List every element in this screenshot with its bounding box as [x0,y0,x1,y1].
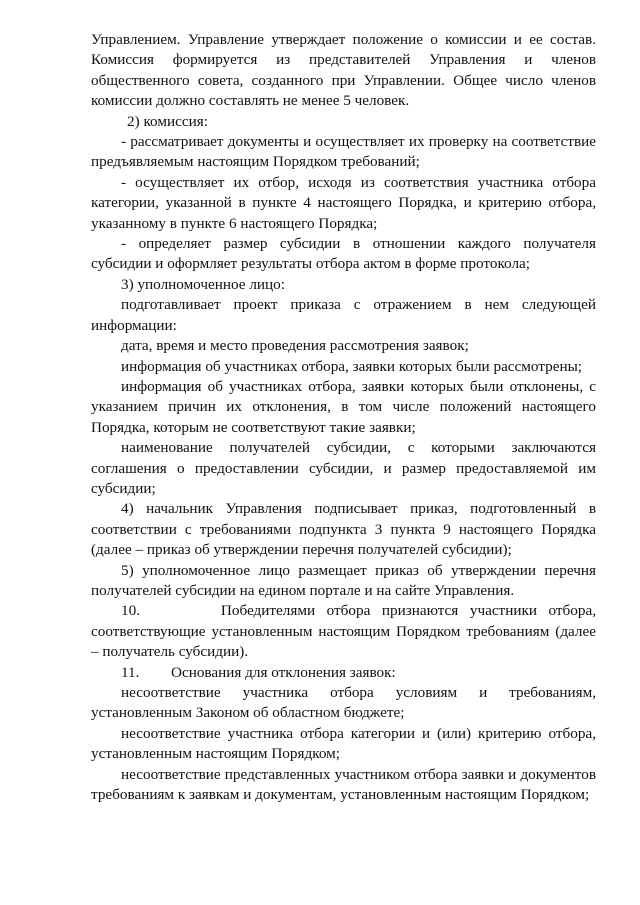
paragraph-date-time-place: дата, время и место проведения рассмотрения заявок; [121,337,469,355]
paragraph-commission-determines: - определяет размер субсидии в отношении каждого получателя субсидии и оформляет результаты отбора актом в форме протокола; [91,235,596,273]
paragraph-authorized-person-heading: 3) уполномоченное лицо: [121,275,285,293]
paragraph-order-publication: 5) уполномоченное лицо размещает приказ об утверждении перечня получателей субсидии на едином портале и на сайте Управления. [91,561,596,599]
paragraph-commission-composition: Управлением. Управление утверждает положение о комиссии и ее состав. Комиссия формируется из представителей Управления и членов общественного совета, созданного при Управлении. Общее число членов комиссии должно составлять не менее 5 человек. [91,31,596,110]
paragraph-recipient-names: наименование получателей субсидии, с которыми заключаются соглашения о предоставлении субсидии, и размер предоставляемой им субсидии; [91,439,596,497]
document-page [91,30,596,805]
paragraph-ground-conditions: несоответствие участника отбора условиям и требованиям, установленным Законом об областном бюджете; [91,684,596,722]
paragraph-ground-documents: несоответствие представленных участником отбора заявки и документов требованиям к заявкам и документам, установленным настоящим Порядком; [91,765,596,804]
paragraph-commission-heading: 2) комиссия: [127,112,208,130]
paragraph-rejected-participants: информация об участниках отбора, заявки которых были отклонены, с указанием причин их отклонения, в том числе положений настоящего Порядка, которым не соответствуют такие заявки; [91,377,596,436]
paragraph-reviewed-participants: информация об участниках отбора, заявки которых были рассмотрены; [121,357,583,375]
paragraph-ground-category: несоответствие участника отбора категории и (или) критерию отбора, установленным настоящим Порядком; [91,724,596,763]
paragraph-rejection-grounds-heading [91,663,596,683]
paragraph-commission-reviews: - рассматривает документы и осуществляет их проверку на соответствие предъявляемым настоящим Порядком требований; [91,133,596,171]
paragraph-prepares-order: подготавливает проект приказа с отражением в нем следующей информации: [91,296,596,334]
clause-number: 11. [121,663,140,681]
paragraph-commission-selects: - осуществляет их отбор, исходя из соответствия участника отбора категории, указанной в пункте 4 настоящего Порядка, и критерию отбора, указанному в пункте 6 настоящего Порядка; [91,173,596,232]
clause-title: Основания для отклонения заявок: [171,663,396,681]
paragraph-head-signs-order: 4) начальник Управления подписывает приказ, подготовленный в соответствии с требованиями подпункта 3 пункта 9 настоящего Порядка (далее – приказ об утверждении перечня получателей субсидии); [91,500,596,559]
paragraph-winners-clause: 10. Победителями отбора признаются участники отбора, соответствующие установленным настоящим Порядком требованиям (далее – получатель субсидии). [91,602,596,661]
